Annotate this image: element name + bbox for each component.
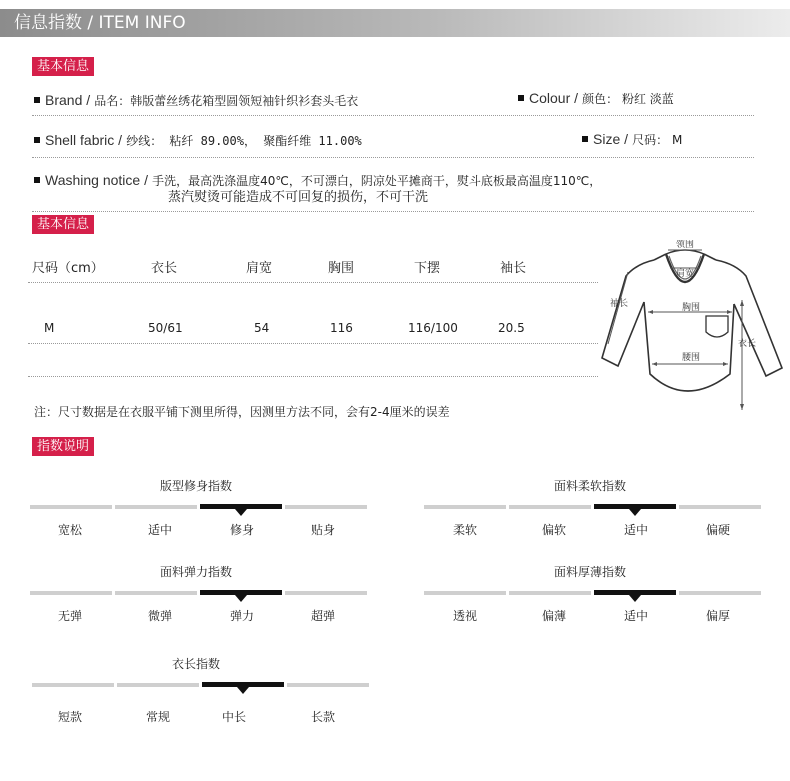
index-softness-option-selected: 适中 [623,523,648,537]
index-softness-option: 偏硬 [705,523,730,537]
index-fit-segment [30,505,112,509]
index-length-title: 衣长指数 [171,657,220,671]
page-title: 信息指数 / ITEM INFO [14,13,186,33]
index-stretch-title: 面料弹力指数 [159,565,232,579]
index-length-segment [32,683,114,687]
colour-row [518,89,674,109]
index-length-option-selected: 中长 [221,710,246,724]
index-thickness-option: 偏厚 [705,609,730,623]
col-header-sleeve: 袖长 [500,261,527,276]
index-softness-segment [509,505,591,509]
shell-row [34,131,362,151]
bullet-icon [34,177,40,183]
shell-value: 纱线： 粘纤 89.00%， 聚酯纤维 11.00% [126,134,362,148]
divider [32,115,754,116]
index-length-option: 短款 [57,710,82,724]
bullet-icon [34,97,40,103]
selected-pointer-icon [235,509,247,516]
size-table-tag: 基本信息 [32,215,94,234]
basic-info-tag: 基本信息 [32,57,94,76]
washing-line-1: 手洗，最高洗涤温度40℃，不可漂白，阴凉处平摊商干，熨斗底板最高温度110℃， [152,174,602,188]
selected-pointer-icon [237,687,249,694]
size-row [582,130,682,150]
index-stretch-option: 超弹 [310,609,335,623]
size-label: Size / [593,131,629,147]
diagram-label-chest: 胸围 [682,303,701,313]
index-stretch-segment [30,591,112,595]
index-softness-title: 面料柔软指数 [553,479,626,493]
index-thickness-title: 面料厚薄指数 [553,565,626,579]
index-softness-option: 柔软 [452,523,477,537]
cell-size: M [44,321,55,335]
col-header-length: 衣长 [151,261,178,276]
cell-hem: 116/100 [408,321,458,335]
index-fit-option: 宽松 [57,523,82,537]
diagram-label-length: 衣长 [738,339,757,349]
brand-row [34,91,358,111]
col-header-chest: 胸围 [328,261,355,276]
index-fit-option: 贴身 [310,523,335,537]
colour-value: 颜色： 粉红 淡蓝 [582,92,674,106]
index-thickness-segment [424,591,506,595]
table-divider [28,282,598,283]
diagram-label-sleeve: 袖长 [610,299,629,309]
cell-length: 50/61 [148,321,183,335]
index-fit-option: 适中 [147,523,172,537]
index-length-segment [287,683,369,687]
index-length-option: 常规 [145,710,170,724]
bullet-icon [582,136,588,142]
index-softness-segment [679,505,761,509]
index-stretch-segment [285,591,367,595]
index-stretch-option-selected: 弹力 [229,609,254,623]
index-fit-title: 版型修身指数 [159,479,232,493]
index-softness-segment [424,505,506,509]
cell-sleeve: 20.5 [498,321,525,335]
index-stretch-option: 无弹 [57,609,82,623]
index-thickness-option-selected: 适中 [623,609,648,623]
bullet-icon [34,137,40,143]
cell-shoulder: 54 [254,321,270,335]
index-length-segment [117,683,199,687]
divider [32,211,754,212]
index-thickness-option: 偏薄 [541,609,566,623]
index-thickness-segment [509,591,591,595]
col-header-size: 尺码（cm） [32,261,104,276]
indices-tag: 指数说明 [32,437,94,456]
index-fit-segment [285,505,367,509]
selected-pointer-icon [629,595,641,602]
col-header-shoulder: 肩宽 [246,261,273,276]
brand-value: 品名：韩版蕾丝绣花箱型圆领短袖针织衫套头毛衣 [94,94,359,108]
measurement-note: 注：尺寸数据是在衣服平铺下测里所得，因测里方法不同，会有2-4厘米的误差 [34,405,450,419]
brand-label: Brand / [45,92,91,108]
shell-label: Shell fabric / [45,132,123,148]
garment-diagram [596,240,786,415]
selected-pointer-icon [235,595,247,602]
index-stretch-segment [115,591,197,595]
bullet-icon [518,95,524,101]
washing-row [34,171,601,191]
size-value: 尺码： M [632,133,683,147]
colour-label: Colour / [529,90,579,106]
diagram-label-collar: 领围 [676,240,695,250]
index-stretch-option: 微弹 [147,609,172,623]
index-fit-segment [115,505,197,509]
index-softness-option: 偏软 [541,523,566,537]
table-divider [28,343,598,344]
index-thickness-segment [679,591,761,595]
washing-label: Washing notice / [45,172,148,188]
diagram-label-waist: 腰围 [682,353,701,363]
selected-pointer-icon [629,509,641,516]
index-thickness-option: 透视 [452,609,477,623]
table-divider [28,376,598,377]
diagram-label-shoulder: 肩宽 [676,269,695,279]
col-header-hem: 下摆 [414,261,441,276]
washing-line-2: 蒸汽熨烫可能造成不可回复的损伤，不可干洗 [168,190,429,205]
cell-chest: 116 [330,321,353,335]
divider [32,157,754,158]
index-fit-option-selected: 修身 [229,523,254,537]
index-length-option: 长款 [310,710,335,724]
